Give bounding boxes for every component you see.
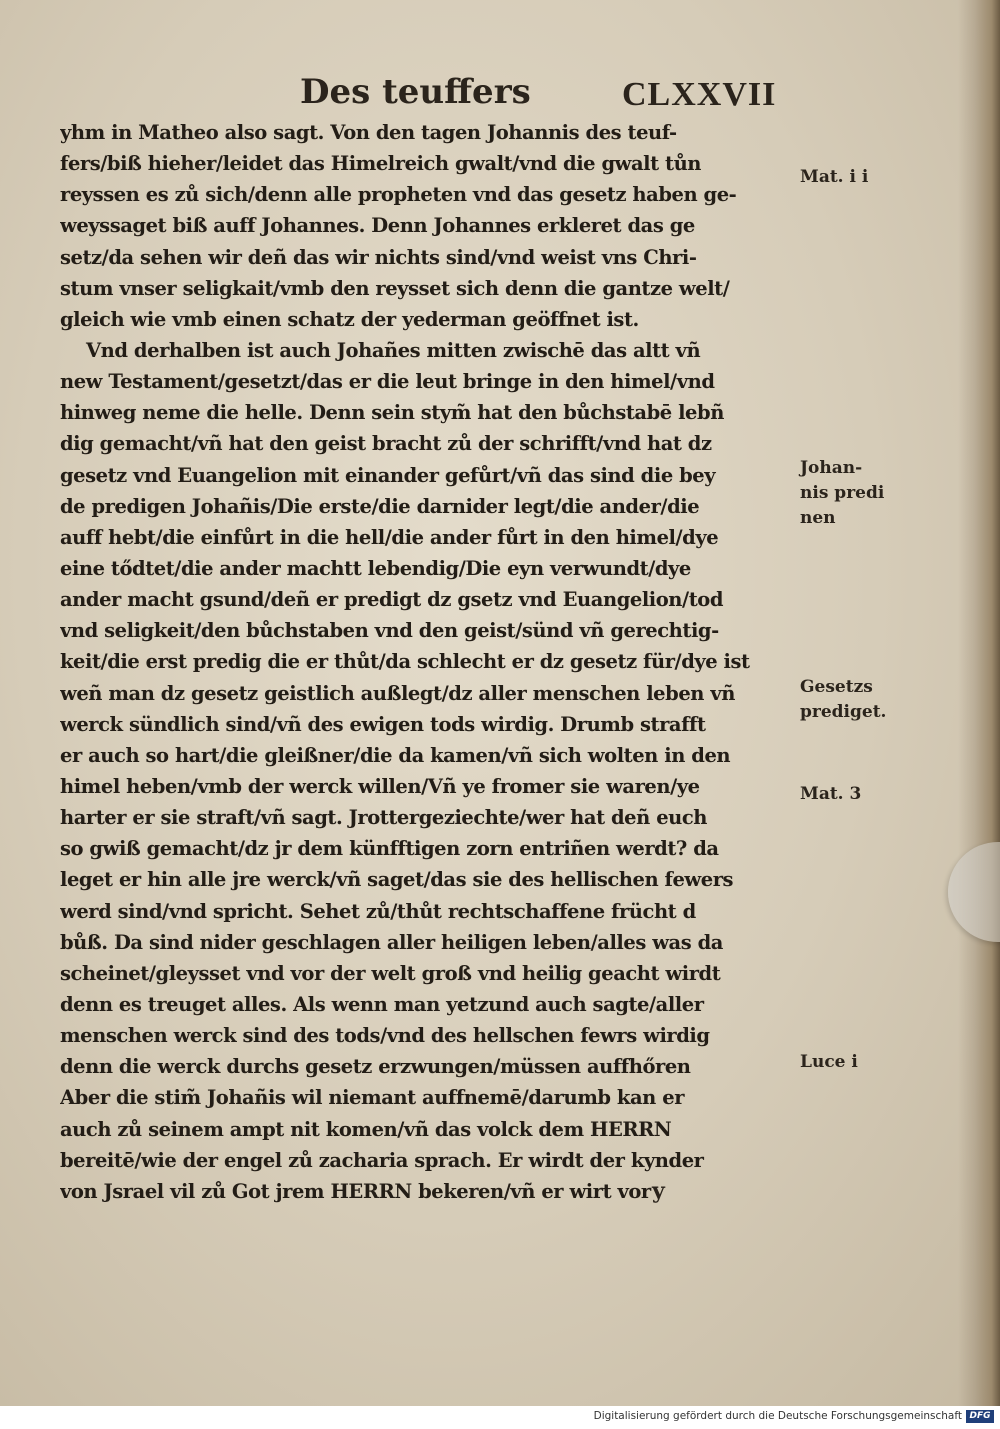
text-line: werck sündlich sind/vñ des ewigen tods wirdig. Drumb strafft [60, 712, 706, 736]
text-line: bůß. Da sind nider geschlagen aller heiligen leben/alles was da [60, 930, 723, 954]
text-line: bereitē/wie der engel zů zacharia sprach. Er wirdt der kynder [60, 1148, 704, 1172]
text-line: eine tődtet/die ander machtt lebendig/Die eyn verwundt/dye [60, 556, 691, 580]
running-head: Des teuffers [300, 72, 531, 112]
text-line: fers/biß hieher/leidet das Himelreich gwalt/vnd die gwalt tůn [60, 152, 702, 176]
signature-mark: y [652, 1178, 665, 1204]
text-line: hinweg neme die helle. Denn sein stym̃ hat den bůchstabē lebñ [60, 401, 724, 425]
text-line: keit/die erst predig die er thůt/da schlecht er dz gesetz für/dye ist [60, 650, 750, 674]
text-line: so gwiß gemacht/dz jr dem künfftigen zorn entriñen werdt? da [60, 837, 719, 861]
text-line: setz/da sehen wir deñ das wir nichts sind/vnd weist vns Chri- [60, 245, 697, 269]
marginal-note-gesetz-2: prediget. [800, 702, 887, 722]
dfg-logo-icon: DFG [966, 1410, 994, 1423]
footer-credit: Digitalisierung gefördert durch die Deutsche Forschungsgemeinschaft [593, 1410, 962, 1422]
marginal-note-johannis-3: nen [800, 508, 836, 528]
marginal-note-mat11: Mat. i i [800, 167, 869, 187]
text-line: scheinet/gleysset vnd vor der welt groß vnd heilig geacht wirdt [60, 961, 721, 985]
text-line: de predigen Johañis/Die erste/die darnider legt/die ander/die [60, 494, 700, 518]
text-line: gesetz vnd Euangelion mit einander gefůrt/vñ das sind die bey [60, 463, 716, 487]
text-line: ander macht gsund/deñ er predigt dz gsetz vnd Euangelion/tod [60, 588, 724, 612]
marginal-note-gesetz-1: Gesetzs [800, 677, 873, 697]
text-line: himel heben/vmb der werck willen/Vñ ye fromer sie waren/ye [60, 774, 700, 798]
text-line: weñ man dz gesetz geistlich außlegt/dz aller menschen leben vñ [60, 681, 735, 705]
text-line: Vnd derhalben ist auch Johañes mitten zwischē das altt vñ [86, 338, 701, 362]
text-line: denn die werck durchs gesetz erzwungen/müssen auffhőren [60, 1055, 691, 1079]
text-line: gleich wie vmb einen schatz der yederman geöffnet ist. [60, 307, 639, 331]
marginal-note-johannis-2: nis predi [800, 483, 885, 503]
text-line: yhm in Matheo also sagt. Von den tagen Johannis des teuf- [60, 121, 677, 144]
text-line: er auch so hart/die gleißner/die da kamen/vñ sich wolten in den [60, 743, 731, 767]
text-line: stum vnser seligkait/vmb den reysset sich denn die gantze welt/ [60, 276, 730, 300]
marginal-note-johannis-1: Johan- [800, 458, 863, 478]
marginal-note-luce1: Luce i [800, 1052, 858, 1072]
text-line: menschen werck sind des tods/vnd des hellschen fewrs wirdig [60, 1024, 710, 1048]
text-line: harter er sie straft/vñ sagt. Jrottergeziechte/wer hat deñ euch [60, 806, 708, 830]
text-line: leget er hin alle jre werck/vñ saget/das sie des hellischen fewers [60, 868, 734, 892]
text-line: auff hebt/die einfůrt in die hell/die ander fůrt in den himel/dye [60, 525, 719, 549]
text-line: vnd seligkeit/den bůchstaben vnd den geist/sünd vñ gerechtig- [60, 619, 719, 643]
text-line: dig gemacht/vñ hat den geist bracht zů der schrifft/vnd hat dz [60, 432, 712, 456]
folio-number: CLXXVII [622, 76, 777, 113]
footer-bar [0, 1406, 1000, 1429]
text-line: auch zů seinem ampt nit komen/vñ das volck dem HERRN [60, 1117, 672, 1141]
text-line: weyssaget biß auff Johannes. Denn Johannes erkleret das ge [60, 214, 695, 238]
text-line: Aber die stim̃ Johañis wil niemant auffnemē/darumb kan er [60, 1086, 685, 1110]
text-line: von Jsrael vil zů Got jrem HERRN bekeren/vñ er wirt vor [60, 1179, 651, 1203]
marginal-note-mat3: Mat. 3 [800, 784, 862, 804]
page-clip [948, 842, 1000, 942]
text-line: reyssen es zů sich/denn alle propheten vnd das gesetz haben ge- [60, 183, 737, 207]
body-text [60, 117, 795, 1207]
text-line: werd sind/vnd spricht. Sehet zů/thůt rechtschaffene frücht d [60, 899, 696, 923]
page-edge-shadow [958, 0, 1000, 1406]
text-line: denn es treuget alles. Als wenn man yetzund auch sagte/aller [60, 992, 704, 1016]
text-line: new Testament/gesetzt/das er die leut bringe in den himel/vnd [60, 370, 715, 394]
